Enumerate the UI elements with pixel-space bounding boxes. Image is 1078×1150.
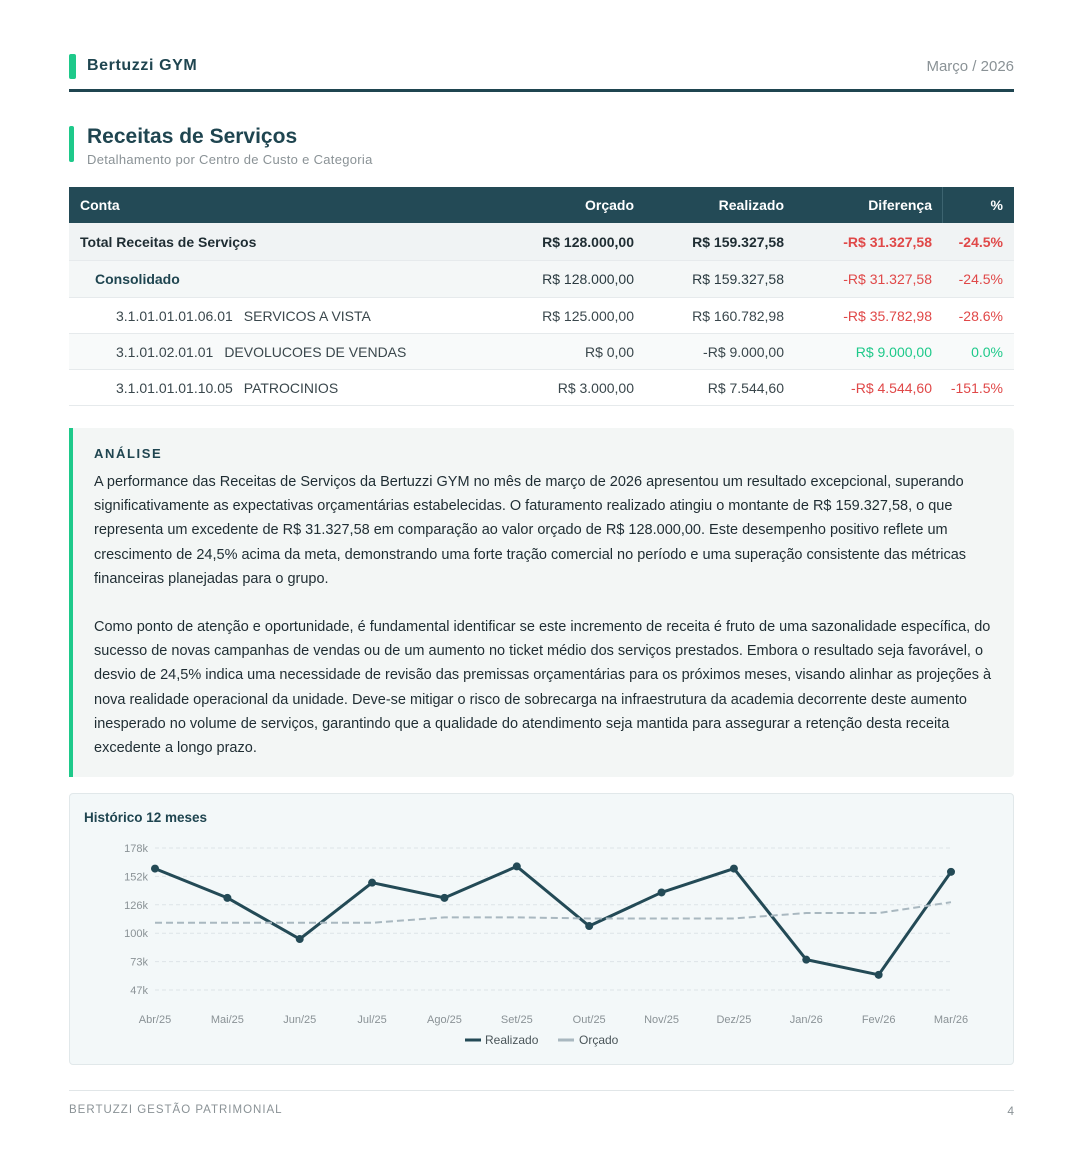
data-point xyxy=(585,922,593,930)
page-header xyxy=(69,53,1014,81)
data-point xyxy=(223,894,231,902)
x-tick-label: Fev/26 xyxy=(861,1014,896,1026)
cell-orcado: R$ 128.000,00 xyxy=(542,233,634,250)
cell-conta: Total Receitas de Serviços xyxy=(80,233,257,250)
data-point xyxy=(658,888,666,896)
col-header-orcado: Orçado xyxy=(584,197,634,213)
cell-pct: 0.0% xyxy=(971,343,1003,360)
cell-orcado: R$ 3.000,00 xyxy=(557,379,634,396)
chart-svg xyxy=(70,794,1013,1064)
analysis-paragraph-2: Como ponto de atenção e oportunidade, é fundamental identificar se este incremento de receita é fruto de uma sazonalidade específica, do sucesso de novas campanhas de vendas ou de um aumento no ticket médio dos serviços prestados. Embora o resultado seja favorável, o desvio de 24,5% indica uma necessidade de revisão das premissas orçamentárias para os próximos meses, visando alinhar as projeções à nova realidade operacional da unidade. Deve-se mitigar o risco de sobrecarga na infraestrutura da academia decorrente deste aumento inesperado no volume de serviços, garantindo que a qualidade do atendimento seja mantida para assegurar a retenção desta receita excedente a longo prazo. xyxy=(94,619,992,757)
analysis-paragraph-1: A performance das Receitas de Serviços da Bertuzzi GYM no mês de março de 2026 apresentou um resultado excepcional, superando significativamente as expectativas orçamentárias estabelecidas. O faturamento realizado atingiu o montante de R$ 159.327,58, o que representa um excedente de R$ 31.327,58 em comparação ao valor orçado de R$ 128.000,00. Este desempenho positivo reflete um crescimento de 24,5% acima da meta, demonstrando uma forte tração comercial no período e uma superação consistente das métricas financeiras planejadas para o grupo. xyxy=(94,474,967,587)
cell-realizado: R$ 159.327,58 xyxy=(692,271,784,287)
y-tick-label: 152k xyxy=(124,871,148,884)
data-point xyxy=(802,956,810,964)
cell-realizado: R$ 160.782,98 xyxy=(692,307,784,324)
chart-title: Histórico 12 meses xyxy=(84,810,208,825)
cell-realizado: R$ 7.544,60 xyxy=(707,379,784,396)
revenue-table xyxy=(69,187,1014,406)
table-row-total xyxy=(69,223,1014,261)
cell-realizado: -R$ 9.000,00 xyxy=(703,343,784,360)
account-code: 3.1.01.01.01.10.05 xyxy=(116,379,233,396)
table-row xyxy=(69,334,1014,370)
x-tick-label: Jun/25 xyxy=(283,1014,317,1026)
account-name: PATROCINIOS xyxy=(243,379,339,396)
cell-orcado: R$ 125.000,00 xyxy=(542,307,634,324)
account-code: 3.1.01.01.01.06.01 xyxy=(116,307,233,324)
x-tick-label: Jan/26 xyxy=(789,1014,823,1026)
series-line-realizado xyxy=(155,866,951,974)
footer-divider xyxy=(69,1090,1014,1091)
cell-pct: -24.5% xyxy=(958,271,1003,287)
cell-diferenca: R$ 9.000,00 xyxy=(855,343,932,360)
data-point xyxy=(875,971,883,979)
header-divider xyxy=(69,89,1014,92)
legend-label-orcado: Orçado xyxy=(579,1033,619,1047)
col-header-realizado: Realizado xyxy=(718,197,784,213)
analysis-label: ANÁLISE xyxy=(94,446,163,461)
col-separator xyxy=(942,187,943,223)
footer-company: BERTUZZI GESTÃO PATRIMONIAL xyxy=(69,1104,283,1116)
data-point xyxy=(730,865,738,873)
x-tick-label: Dez/25 xyxy=(716,1014,752,1026)
x-tick-label: Mar/26 xyxy=(933,1014,969,1026)
x-tick-label: Abr/25 xyxy=(138,1014,172,1026)
table-row-consolidado xyxy=(69,261,1014,298)
cell-conta xyxy=(116,370,338,405)
x-tick-label: Set/25 xyxy=(500,1014,533,1026)
section-heading xyxy=(69,125,1014,169)
data-point xyxy=(947,868,955,876)
history-chart xyxy=(69,793,1014,1065)
account-code: 3.1.01.02.01.01 xyxy=(116,343,214,360)
y-tick-label: 73k xyxy=(130,956,148,969)
cell-diferenca: -R$ 31.327,58 xyxy=(843,233,932,250)
data-point xyxy=(296,935,304,943)
cell-conta xyxy=(116,334,406,369)
cell-conta xyxy=(116,298,371,333)
section-title: Receitas de Serviços xyxy=(87,125,298,148)
x-tick-label: Jul/25 xyxy=(357,1014,387,1026)
account-name: SERVICOS A VISTA xyxy=(243,307,371,324)
x-tick-label: Out/25 xyxy=(572,1014,606,1026)
cell-diferenca: -R$ 35.782,98 xyxy=(843,307,932,324)
section-subtitle: Detalhamento por Centro de Custo e Categoria xyxy=(87,152,373,167)
y-tick-label: 178k xyxy=(124,843,148,855)
cell-diferenca: -R$ 4.544,60 xyxy=(851,379,932,396)
cell-conta: Consolidado xyxy=(95,271,180,287)
cell-orcado: R$ 128.000,00 xyxy=(542,271,634,287)
cell-pct: -24.5% xyxy=(958,233,1003,250)
table-header-row xyxy=(69,187,1014,223)
cell-diferenca: -R$ 31.327,58 xyxy=(843,271,932,287)
analysis-box xyxy=(69,428,1014,777)
brand-name: Bertuzzi GYM xyxy=(87,57,198,74)
x-tick-label: Nov/25 xyxy=(644,1014,679,1026)
data-point xyxy=(151,865,159,873)
y-tick-label: 47k xyxy=(130,985,148,997)
report-period: Março / 2026 xyxy=(926,58,1014,75)
col-header-diferenca: Diferença xyxy=(868,197,932,213)
data-point xyxy=(368,879,376,887)
y-tick-label: 100k xyxy=(124,928,148,941)
legend-label-realizado: Realizado xyxy=(485,1033,539,1047)
data-point xyxy=(440,894,448,902)
cell-pct: -28.6% xyxy=(958,307,1003,324)
cell-orcado: R$ 0,00 xyxy=(584,343,634,360)
page-number: 4 xyxy=(1007,1104,1014,1118)
cell-realizado: R$ 159.327,58 xyxy=(692,233,784,250)
section-accent-bar xyxy=(69,126,74,162)
account-name: DEVOLUCOES DE VENDAS xyxy=(224,343,407,360)
table-row xyxy=(69,370,1014,406)
data-point xyxy=(513,862,521,870)
col-header-pct: % xyxy=(990,197,1003,213)
x-tick-label: Ago/25 xyxy=(427,1014,462,1026)
cell-pct: -151.5% xyxy=(950,379,1003,396)
table-row xyxy=(69,298,1014,334)
col-header-conta: Conta xyxy=(80,197,120,213)
analysis-accent-bar xyxy=(69,428,73,777)
y-tick-label: 126k xyxy=(124,899,148,912)
x-tick-label: Mai/25 xyxy=(210,1014,244,1026)
header-accent-bar xyxy=(69,54,76,79)
